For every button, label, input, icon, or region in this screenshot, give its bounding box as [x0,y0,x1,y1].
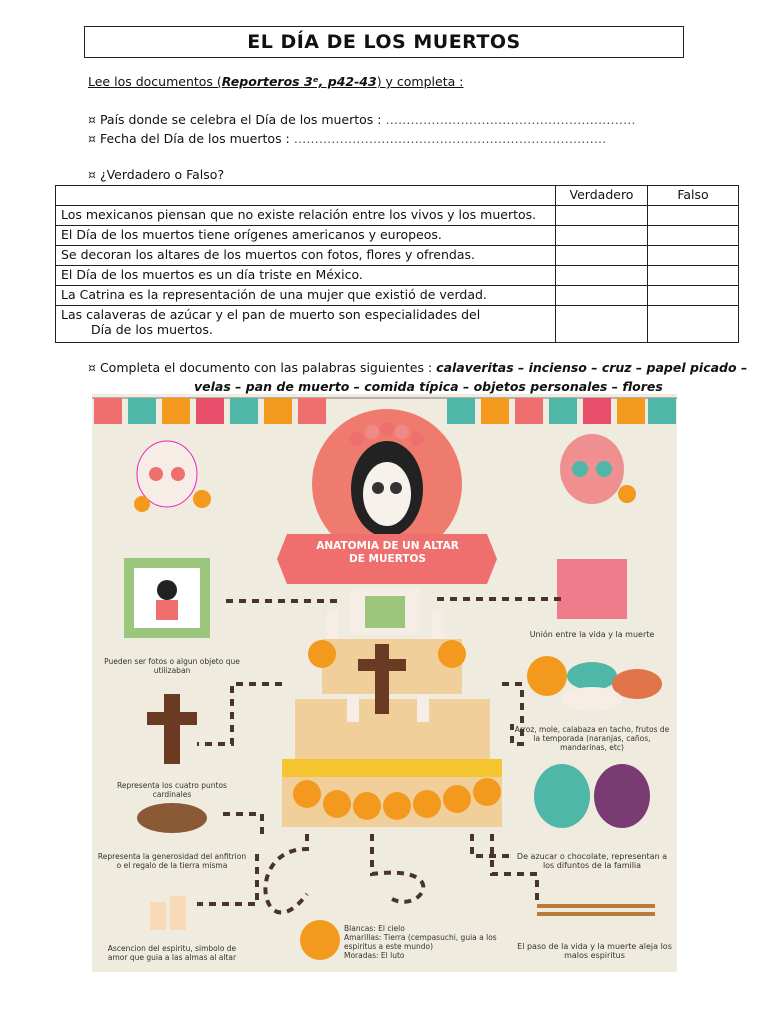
table-header-empty [56,186,556,206]
question-date-answer[interactable]: ………………………………………………………………… [293,131,607,146]
answer-true-cell[interactable] [556,266,648,286]
bullet-icon: ¤ [88,112,96,127]
column-header-false: Falso [648,186,739,206]
altar-infographic [92,394,677,972]
answer-true-cell[interactable] [556,246,648,266]
question-country [88,112,636,127]
word-bank-words-1: calaveritas – incienso – cruz – papel picado – [436,360,748,375]
altar-icon [282,589,502,827]
answer-false-cell[interactable] [648,206,739,226]
statement: El Día de los muertos es un día triste en México. [56,266,556,286]
caption-flowers-white: Blancas: El cielo [344,924,405,933]
caption-flowers-purple: Moradas: El luto [344,951,405,960]
statement: El Día de los muertos tiene orígenes americanos y europeos. [56,226,556,246]
word-bank [88,358,748,396]
caption-incense: El paso de la vida y la muerte aleja los malos espiritus [517,942,672,960]
banner-line-2: DE MUERTOS [349,553,426,565]
caption-sugar-skulls: De azucar o chocolate, representan a los difuntos de la familia [516,852,668,870]
statement: Los mexicanos piensan que no existe relación entre los vivos y los muertos. [56,206,556,226]
intro-pre: Lee los documentos ( [88,74,222,89]
word-bank-words-2: velas – pan de muerto – comida típica – objetos personales – flores [194,379,663,394]
question-date-label: Fecha del Día de los muertos : [99,131,290,146]
intro-ref: Reporteros 3ᵉ, p42-43 [221,74,377,89]
answer-false-cell[interactable] [648,286,739,306]
instructions [88,74,463,89]
candle-icon [150,896,186,930]
table-row [56,246,739,266]
statement [56,306,556,343]
caption-food: Arroz, mole, calabaza en tacho, frutos de la temporada (naranjas, caños, mandarinas, etc) [514,725,670,752]
sugar-skull-icon [560,434,636,504]
page-title: EL DÍA DE LOS MUERTOS [84,26,684,58]
caption-union: Unión entre la vida y la muerte [529,630,655,639]
answer-true-cell[interactable] [556,206,648,226]
table-row [56,286,739,306]
caption-photos: Pueden ser fotos o algun objeto que utilizaban [104,657,240,675]
banner-title [285,540,490,566]
altar-illustration [92,394,677,972]
banner-line-1: ANATOMIA DE UN ALTAR [316,540,459,552]
true-false-heading [88,167,224,182]
bullet-icon: ¤ [88,131,96,146]
papel-picado-icon [557,559,627,619]
incense-icon [537,904,655,916]
question-country-answer[interactable]: …………………………………………………… [385,112,636,127]
column-header-true: Verdadero [556,186,648,206]
answer-true-cell[interactable] [556,286,648,306]
answer-false-cell[interactable] [648,266,739,286]
statement: La Catrina es la representación de una mujer que existió de verdad. [56,286,556,306]
question-date [88,131,606,146]
true-false-title: ¿Verdadero o Falso? [99,167,225,182]
bread-icon [137,803,207,833]
caption-flowers [344,924,514,960]
question-country-label: País donde se celebra el Día de los muertos : [99,112,382,127]
photo-frame-icon [124,558,210,638]
marigold-icon [300,920,340,960]
intro-post: ) y completa : [376,74,464,89]
answer-false-cell[interactable] [648,306,739,343]
caption-cross: Representa los cuatro puntos cardinales [117,781,227,799]
sugar-skull-icon [134,441,211,512]
bullet-icon: ¤ [88,360,96,375]
caption-candles: Ascencion del espiritu, simbolo de amor que guia a las almas al altar [107,944,237,962]
statement-line-2: Día de los muertos. [91,322,213,337]
answer-true-cell[interactable] [556,306,648,343]
statement: Se decoran los altares de los muertos con fotos, flores y ofrendas. [56,246,556,266]
answer-false-cell[interactable] [648,226,739,246]
answer-false-cell[interactable] [648,246,739,266]
true-false-table [55,185,739,343]
sugar-skull-icon [534,764,650,828]
caption-flowers-yellow: Amarillas: Tierra (cempasuchi, guia a los espiritus a este mundo) [344,933,497,951]
food-icon [527,656,662,711]
table-header-row [56,186,739,206]
answer-true-cell[interactable] [556,226,648,246]
bullet-icon: ¤ [88,167,96,182]
caption-bread: Representa la generosidad del anfitrion o el regalo de la tierra misma [97,852,247,870]
word-bank-label: Completa el documento con las palabras siguientes : [99,360,433,375]
statement-line-1: Las calaveras de azúcar y el pan de muerto son especialidades del [61,307,481,322]
cross-icon [147,694,197,764]
table-row [56,226,739,246]
table-row [56,306,739,343]
table-row [56,266,739,286]
table-row [56,206,739,226]
